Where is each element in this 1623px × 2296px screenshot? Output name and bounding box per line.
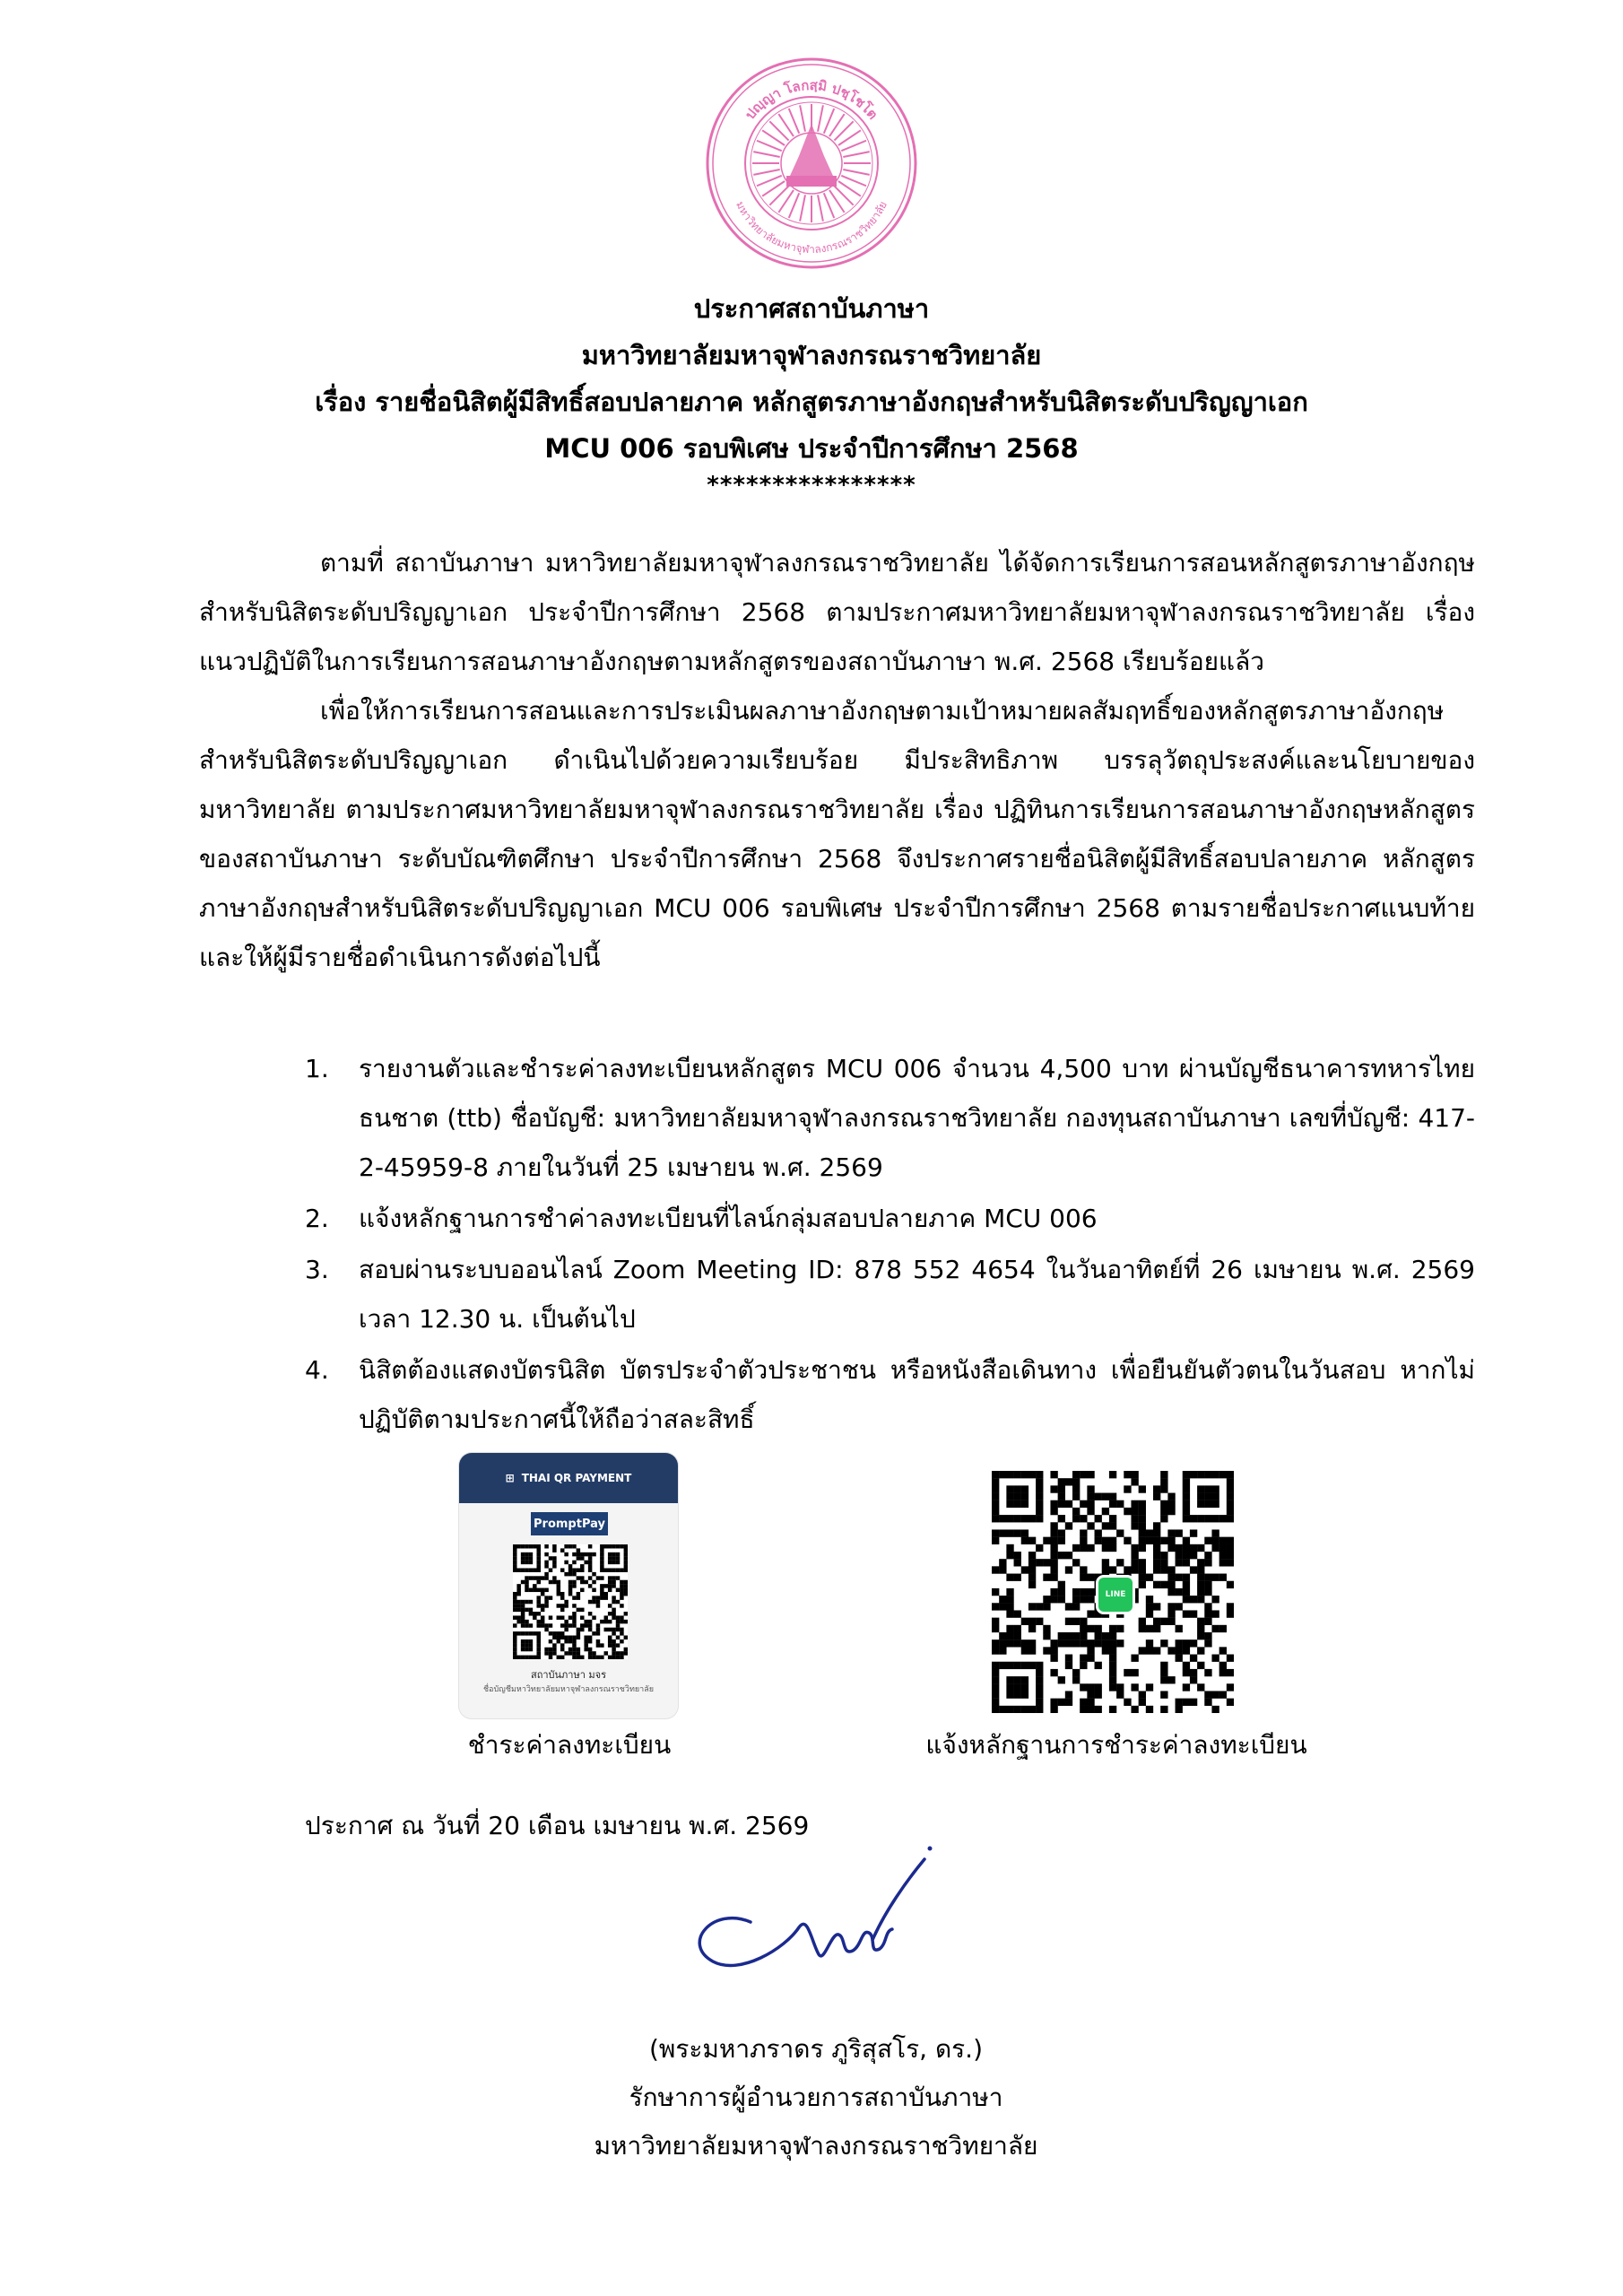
list-item-text: รายงานตัวและชำระค่าลงทะเบียนหลักสูตร MCU 006 จำนวน 4,500 บาท ผ่านบัญชีธนาคารทหารไทยธนชาต (ttb) ชื่อบัญชี: มหาวิทยาลัยมหาจุฬาลงกรณราชวิทยาลัย กองทุนสถาบันภาษา เลขที่บัญชี: 417-2-45959-8 ภายในวันที่ 25 เมษายน พ.ศ. 2569 — [359, 1054, 1475, 1182]
announcement-body — [199, 538, 1475, 982]
list-item-text: แจ้งหลักฐานการชำค่าลงทะเบียนที่ไลน์กลุ่มสอบปลายภาค MCU 006 — [359, 1204, 1098, 1233]
payment-account-sub: ชื่อบัญชีมหาวิทยาลัยมหาจุฬาลงกรณราชวิทยาลัย — [482, 1685, 655, 1694]
payment-account-name: สถาบันภาษา มจร — [530, 1669, 606, 1681]
promptpay-qr-code[interactable] — [513, 1544, 628, 1659]
header-line-4: MCU 006 รอบพิเศษ ประจำปีการศึกษา 2568 — [544, 433, 1079, 464]
header-separator: **************** — [707, 472, 916, 499]
signer-org: มหาวิทยาลัยมหาจุฬาลงกรณราชวิทยาลัย — [594, 2131, 1038, 2161]
header-line-1: ประกาศสถาบันภาษา — [693, 293, 930, 324]
list-item — [305, 1345, 1475, 1444]
announcement-date: ประกาศ ณ วันที่ 20 เดือน เมษายน พ.ศ. 2569 — [305, 1811, 810, 1840]
promptpay-qr-card — [459, 1453, 678, 1718]
list-item-number: 1. — [305, 1054, 329, 1083]
line-icon: LINE — [1096, 1575, 1135, 1614]
university-seal — [704, 56, 919, 271]
payment-caption: ชำระค่าลงทะเบียน — [467, 1730, 672, 1760]
list-item — [305, 1245, 1475, 1344]
signer-position: รักษาการผู้อำนวยการสถาบันภาษา — [629, 2083, 1003, 2112]
announcement-header — [0, 285, 1623, 499]
signature — [677, 1843, 946, 2022]
instructions-list — [305, 1044, 1475, 1446]
header-line-2: มหาวิทยาลัยมหาจุฬาลงกรณราชวิทยาลัย — [581, 340, 1042, 370]
seal-text-bottom: มหาวิทยาลัยมหาจุฬาลงกรณราชวิทยาลัย — [733, 199, 890, 257]
list-item — [305, 1194, 1475, 1243]
signer-name: (พระมหาภราดร ภูริสุสโร, ดร.) — [648, 2034, 984, 2064]
list-item-number: 2. — [305, 1204, 329, 1233]
seal-text-top: ปญฺญา โลกสฺมิ ปชฺโชโต — [742, 76, 881, 123]
header-line-3: เรื่อง รายชื่อนิสิตผู้มีสิทธิ์สอบปลายภาค หลักสูตรภาษาอังกฤษสำหรับนิสิตระดับปริญญาเอก — [315, 387, 1308, 417]
paragraph-1: ตามที่ สถาบันภาษา มหาวิทยาลัยมหาจุฬาลงกรณราชวิทยาลัย ได้จัดการเรียนการสอนหลักสูตรภาษาอังกฤษสำหรับนิสิตระดับปริญญาเอก ประจำปีการศึกษา 2568 ตามประกาศมหาวิทยาลัยมหาจุฬาลงกรณราชวิทยาลัย เรื่อง แนวปฏิบัติในการเรียนการสอนภาษาอังกฤษตามหลักสูตรของสถาบันภาษา พ.ศ. 2568 เรียบร้อยแล้ว — [199, 548, 1475, 676]
signer-block — [0, 2025, 1623, 2170]
paragraph-2: เพื่อให้การเรียนการสอนและการประเมินผลภาษาอังกฤษตามเป้าหมายผลสัมฤทธิ์ของหลักสูตรภาษาอังกฤษสำหรับนิสิตระดับปริญญาเอก ดำเนินไปด้วยความเรียบร้อย มีประสิทธิภาพ บรรลุวัตถุประสงค์และนโยบายของมหาวิทยาลัย ตามประกาศมหาวิทยาลัยมหาจุฬาลงกรณราชวิทยาลัย เรื่อง ปฏิทินการเรียนการสอนภาษาอังกฤษหลักสูตรของสถาบันภาษา ระดับบัณฑิตศึกษา ประจำปีการศึกษา 2568 จึงประกาศรายชื่อนิสิตผู้มีสิทธิ์สอบปลายภาค หลักสูตรภาษาอังกฤษสำหรับนิสิตระดับปริญญาเอก MCU 006 รอบพิเศษ ประจำปีการศึกษา 2568 ตามรายชื่อประกาศแนบท้ายและให้ผู้มีรายชื่อดำเนินการดังต่อไปนี้ — [199, 696, 1475, 972]
thai-qr-banner: ⊞ THAI QR PAYMENT — [459, 1453, 678, 1503]
list-item-number: 3. — [305, 1255, 329, 1284]
list-item-text: สอบผ่านระบบออนไลน์ Zoom Meeting ID: 878 552 4654 ในวันอาทิตย์ที่ 26 เมษายน พ.ศ. 2569 เวลา 12.30 น. เป็นต้นไป — [359, 1255, 1475, 1334]
list-item — [305, 1044, 1475, 1192]
list-item-number: 4. — [305, 1355, 329, 1385]
qr-payment-icon: ⊞ — [505, 1472, 515, 1484]
list-item-text: นิสิตต้องแสดงบัตรนิสิต บัตรประจำตัวประชาชน หรือหนังสือเดินทาง เพื่อยืนยันตัวตนในวันสอบ หากไม่ปฏิบัติตามประกาศนี้ให้ถือว่าสละสิทธิ์ — [359, 1355, 1475, 1434]
promptpay-logo: PromptPay — [531, 1512, 608, 1535]
proof-caption: แจ้งหลักฐานการชำระค่าลงทะเบียน — [925, 1730, 1307, 1760]
